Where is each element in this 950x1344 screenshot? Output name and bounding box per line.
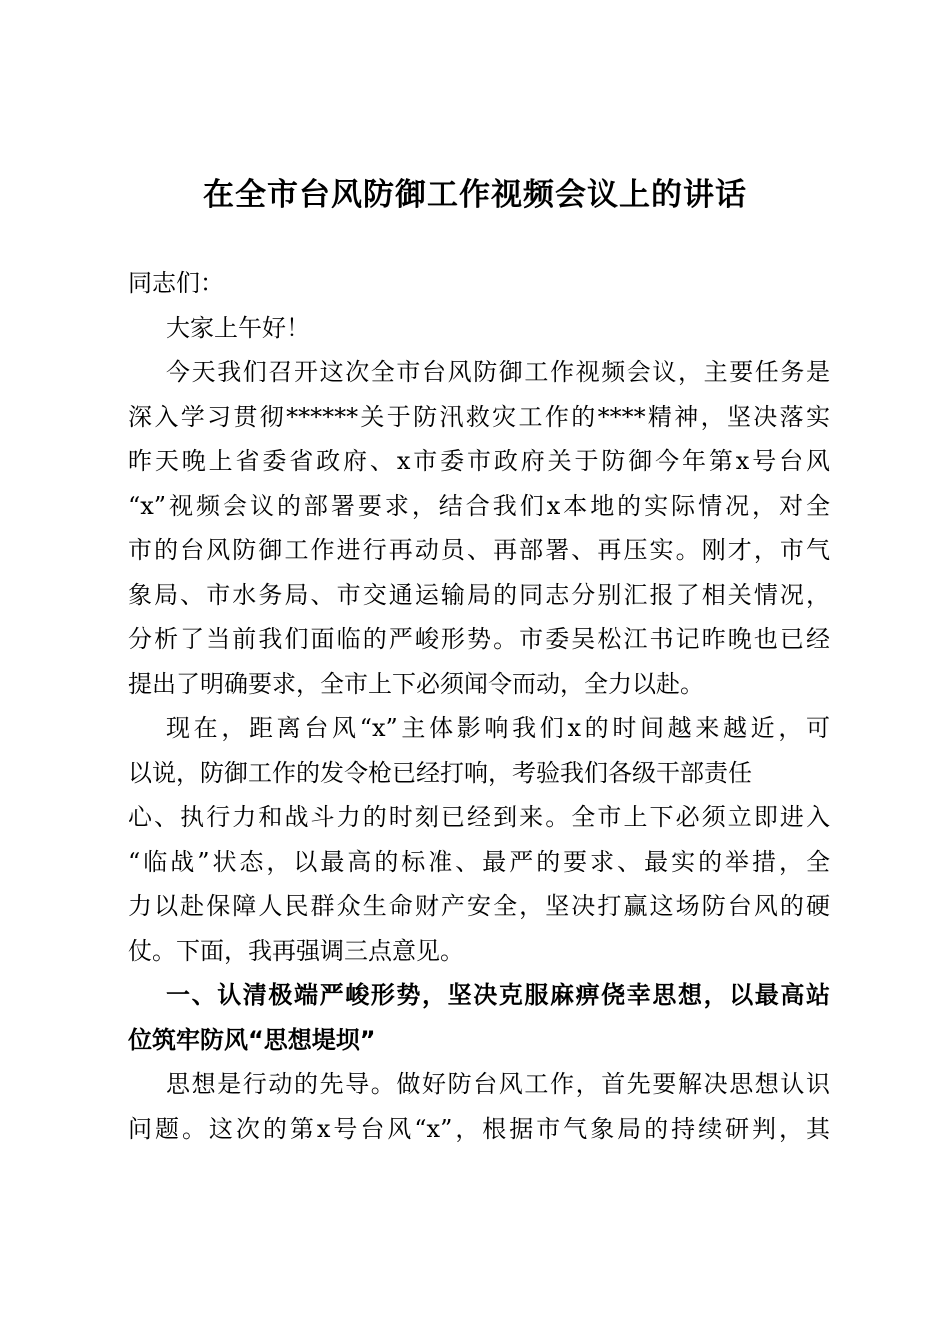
- section-heading-1: [128, 973, 830, 1062]
- paragraph-thinking: [128, 1062, 830, 1151]
- paragraph-line: 现在，距离台风“x”主体影响我们x的时间越来越近，可: [166, 714, 830, 742]
- document-title: 在全市台风防御工作视频会议上的讲话: [203, 177, 747, 213]
- paragraph-line: 问题。这次的第x号台风“x”，根据市气象局的持续研判，其: [128, 1114, 830, 1143]
- paragraph-line: 仗。下面，我再强调三点意见。: [128, 936, 464, 965]
- paragraph-line: 市的台风防御工作进行再动员、再部署、再压实。刚才，市气: [128, 536, 830, 564]
- heading-line: 一、认清极端严峻形势，坚决克服麻痹侥幸思想，以最高站: [166, 981, 830, 1009]
- paragraph-line: 昨天晚上省委省政府、x市委市政府关于防御今年第x号台风: [128, 447, 830, 475]
- paragraph-line: 以说，防御工作的发令枪已经打响，考验我们各级干部责任: [128, 758, 752, 787]
- paragraph-situation: [128, 706, 830, 973]
- greeting: 大家上午好！: [166, 313, 310, 342]
- paragraph-line: 提出了明确要求，全市上下必须闻令而动，全力以赴。: [128, 669, 704, 698]
- paragraph-line: “临战”状态，以最高的标准、最严的要求、最实的举措，全: [128, 847, 830, 876]
- paragraph-line: 深入学习贯彻******关于防汛救灾工作的****精神，坚决落实: [128, 402, 830, 431]
- paragraph-line: 思想是行动的先导。做好防台风工作，首先要解决思想认识: [166, 1070, 830, 1098]
- paragraph-line: 象局、市水务局、市交通运输局的同志分别汇报了相关情况，: [128, 580, 830, 609]
- paragraph-line: “x”视频会议的部署要求，结合我们x本地的实际情况，对全: [128, 491, 830, 520]
- paragraph-line: 心、执行力和战斗力的时刻已经到来。全市上下必须立即进入: [128, 803, 830, 831]
- document-body: [128, 261, 830, 1151]
- salutation: 同志们：: [128, 269, 224, 297]
- paragraph-line: 今天我们召开这次全市台风防御工作视频会议，主要任务是: [166, 358, 830, 386]
- paragraph-line: 力以赴保障人民群众生命财产安全，坚决打赢这场防台风的硬: [128, 892, 830, 920]
- paragraph-line: 分析了当前我们面临的严峻形势。市委吴松江书记昨晚也已经: [128, 625, 830, 653]
- heading-line: 位筑牢防风“思想堤坝”: [128, 1025, 376, 1054]
- paragraph-intro: [128, 350, 830, 706]
